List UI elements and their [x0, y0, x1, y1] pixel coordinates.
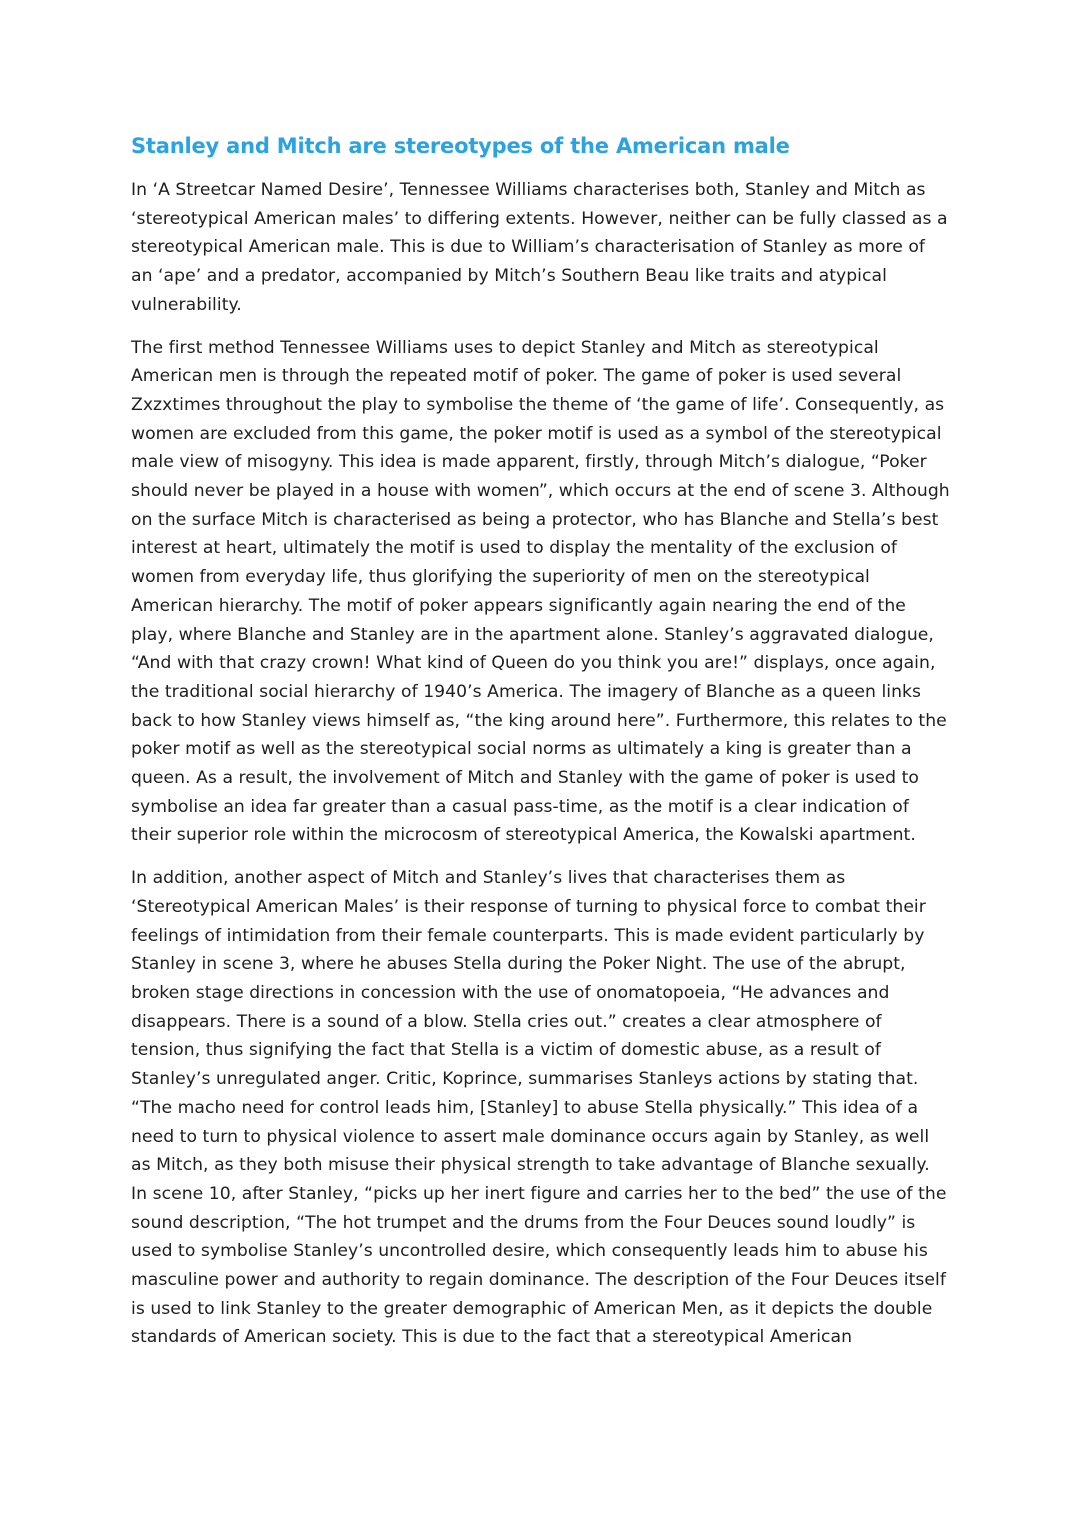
paragraph-poker-motif: The first method Tennessee Williams uses to depict Stanley and Mitch as stereotypical American men is through the repeated motif of poker. The game of poker is used several Zxzxtimes throughout the play to symbolise the theme of ‘the game of life’. Consequently, as women are excluded from this game, the poker motif is used as a symbol of the stereotypical male view of misogyny. This idea is made apparent, firstly, through Mitch’s dialogue, “Poker should never be played in a house with women”, which occurs at the end of scene 3. Although on the surface Mitch is characterised as being a protector, who has Blanche and Stella’s best interest at heart, ultimately the motif is used to display the mentality of the exclusion of women from everyday life, thus glorifying the superiority of men on the stereotypical American hierarchy. The motif of poker appears significantly again nearing the end of the play, where Blanche and Stanley are in the apartment alone. Stanley’s aggravated dialogue, “And with that crazy crown! What kind of Queen do you think you are!” displays, once again, the traditional social hierarchy of 1940’s America. The imagery of Blanche as a queen links back to how Stanley views himself as, “the king around here”. Furthermore, this relates to the poker motif as well as the stereotypical social norms as ultimately a king is greater than a queen. As a result, the involvement of Mitch and Stanley with the game of poker is used to symbolise an idea far greater than a casual pass-time, as the motif is a clear indication of their superior role within the microcosm of stereotypical America, the Kowalski apartment. — [131, 337, 950, 846]
paragraph-physical-force: In addition, another aspect of Mitch and Stanley’s lives that characterises them as ‘Stereotypical American Males’ is their response of turning to physical force to combat their feelings of intimidation from their female counterparts. This is made evident particularly by Stanley in scene 3, where he abuses Stella during the Poker Night. The use of the abrupt, broken stage directions in concession with the use of onomatopoeia, “He advances and disappears. There is a sound of a blow. Stella cries out.” creates a clear atmosphere of tension, thus signifying the fact that Stella is a victim of domestic abuse, as a result of Stanley’s unregulated anger. Critic, Koprince, summarises Stanleys actions by stating that. “The macho need for control leads him, [Stanley] to abuse Stella physically.” This idea of a need to turn to physical violence to assert male dominance occurs again by Stanley, as well as Mitch, as they both misuse their physical strength to take advantage of Blanche sexually. In scene 10, after Stanley, “picks up her inert figure and carries her to the bed” the use of the sound description, “The hot trumpet and the drums from the Four Deuces sound loudly” is used to symbolise Stanley’s uncontrolled desire, which consequently leads him to abuse his masculine power and authority to regain dominance. The description of the Four Deuces itself is used to link Stanley to the greater demographic of American Men, as it depicts the double standards of American society. This is due to the fact that a stereotypical American — [131, 868, 947, 1348]
document-title: Stanley and Mitch are stereotypes of the American male — [131, 134, 790, 158]
document-body — [131, 176, 950, 1352]
paragraph-intro: In ‘A Streetcar Named Desire’, Tennessee Williams characterises both, Stanley and Mitch as ‘stereotypical American males’ to differing extents. However, neither can be fully classed as a stereotypical American male. This is due to William’s characterisation of Stanley as more of an ‘ape’ and a predator, accompanied by Mitch’s Southern Beau like traits and atypical vulnerability. — [131, 180, 948, 315]
